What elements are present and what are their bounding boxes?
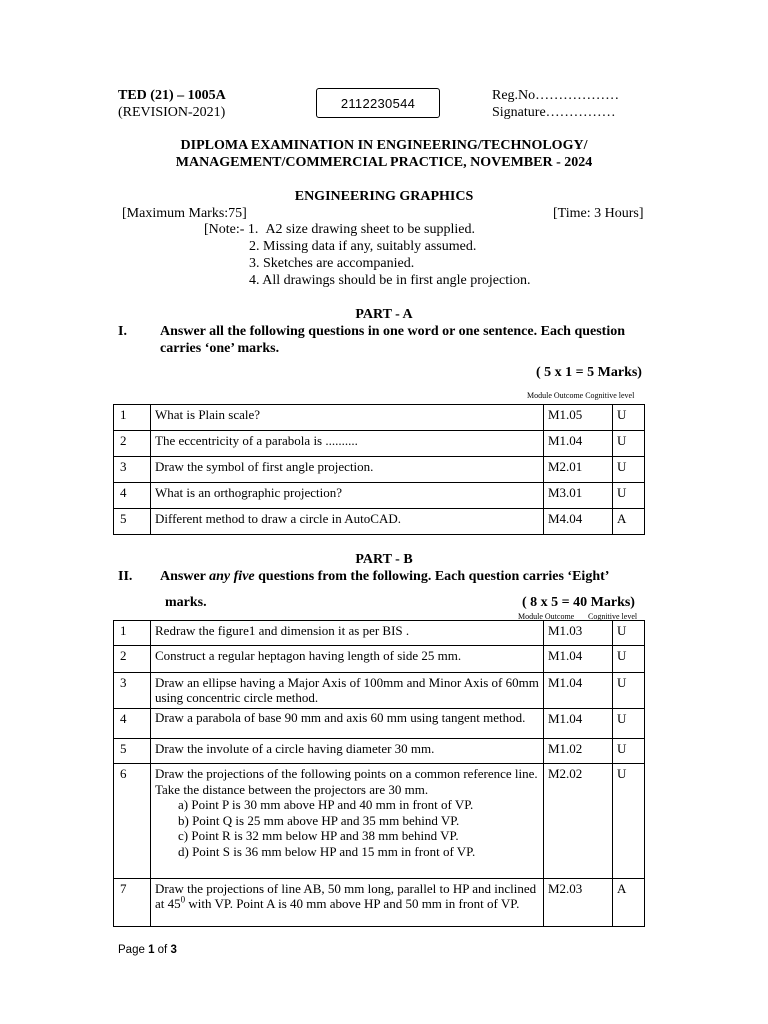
page-total: 3 xyxy=(170,944,177,956)
cognitive-level: U xyxy=(613,483,645,509)
part-a-marks: ( 5 x 1 = 5 Marks) xyxy=(536,365,642,380)
table-row xyxy=(114,509,645,535)
part-b-module-header: Module Outcome xyxy=(518,612,575,621)
question-text: What is an orthographic projection? xyxy=(151,483,544,509)
of-word: of xyxy=(154,944,171,956)
question-cell xyxy=(151,764,544,879)
question-text: Draw the projections of the following points on a common reference line. Take the distance between the projectors are 30 mm. xyxy=(155,766,538,797)
question-cell xyxy=(151,879,544,927)
signature-label: Signature…………… xyxy=(492,105,616,120)
table-row xyxy=(114,709,645,739)
module-outcome: M4.04 xyxy=(544,509,613,535)
module-outcome: M1.03 xyxy=(544,621,613,646)
note-1 xyxy=(204,222,475,238)
cognitive-level: U xyxy=(613,709,645,739)
cognitive-level: A xyxy=(613,509,645,535)
question-text: Draw the involute of a circle having diameter 30 mm. xyxy=(151,739,544,764)
question-text: Draw the symbol of first angle projection. xyxy=(151,457,544,483)
cognitive-level: U xyxy=(613,764,645,879)
instruction-italic: any five xyxy=(209,569,255,584)
exam-title-line1: DIPLOMA EXAMINATION IN ENGINEERING/TECHNOLOGY/ xyxy=(180,138,588,153)
note-1-text: A2 size drawing sheet to be supplied. xyxy=(265,222,475,237)
part-a-instruction-line2: carries ‘one’ marks. xyxy=(160,341,280,356)
table-row xyxy=(114,739,645,764)
question-text: Draw a parabola of base 90 mm and axis 60 mm using tangent method. xyxy=(151,709,544,739)
cognitive-level: U xyxy=(613,431,645,457)
part-a-table xyxy=(113,404,645,535)
module-outcome: M2.03 xyxy=(544,879,613,927)
part-a-instruction-line1: Answer all the following questions in one word or one sentence. Each question xyxy=(160,324,626,339)
max-marks: [Maximum Marks:75] xyxy=(122,206,247,221)
question-text: Construct a regular heptagon having length of side 25 mm. xyxy=(151,646,544,673)
cognitive-level: U xyxy=(613,646,645,673)
module-outcome: M1.04 xyxy=(544,673,613,709)
cognitive-level: U xyxy=(613,457,645,483)
module-outcome: M2.01 xyxy=(544,457,613,483)
cognitive-level: U xyxy=(613,621,645,646)
time-allowed: [Time: 3 Hours] xyxy=(553,206,644,221)
table-row xyxy=(114,879,645,927)
module-outcome: M1.04 xyxy=(544,431,613,457)
degree-superscript: 0 xyxy=(180,894,186,905)
cognitive-level: A xyxy=(613,879,645,927)
question-text: The eccentricity of a parabola is .......... xyxy=(151,431,544,457)
sub-question-a: a) Point P is 30 mm above HP and 40 mm in front of VP. xyxy=(178,797,474,812)
part-b-instruction-line1 xyxy=(160,569,609,585)
part-b-title: PART - B xyxy=(355,552,413,567)
question-text: Different method to draw a circle in AutoCAD. xyxy=(151,509,544,535)
part-a-title: PART - A xyxy=(355,307,413,322)
table-row xyxy=(114,621,645,646)
question-number: 4 xyxy=(114,709,151,739)
question-number: 2 xyxy=(114,431,151,457)
cognitive-level: U xyxy=(613,405,645,431)
part-a-column-header: Module Outcome Cognitive level xyxy=(527,391,635,400)
question-number: 3 xyxy=(114,457,151,483)
note-2: 2. Missing data if any, suitably assumed. xyxy=(249,239,477,254)
table-row xyxy=(114,646,645,673)
exam-code: TED (21) – 1005A xyxy=(118,88,226,103)
module-outcome: M2.02 xyxy=(544,764,613,879)
question-number: 1 xyxy=(114,621,151,646)
part-a-roman: I. xyxy=(118,324,127,339)
question-number: 3 xyxy=(114,673,151,709)
question-text: Draw an ellipse having a Major Axis of 100mm and Minor Axis of 60mm using concentric circle method. xyxy=(151,673,544,709)
page-number: 1 xyxy=(148,944,155,956)
question-text-b: with VP. Point A is 40 mm above HP and 50 mm in front of VP. xyxy=(185,896,520,911)
module-outcome: M1.04 xyxy=(544,646,613,673)
module-outcome: M1.04 xyxy=(544,709,613,739)
exam-title-line2: MANAGEMENT/COMMERCIAL PRACTICE, NOVEMBER - 2024 xyxy=(175,155,593,170)
cognitive-level: U xyxy=(613,739,645,764)
question-text-a: Draw the projections of line AB, 50 mm long, parallel to HP and inclined at 45 xyxy=(155,881,537,911)
note-prefix: [Note:- 1. xyxy=(204,222,259,237)
question-number: 1 xyxy=(114,405,151,431)
subject-title: ENGINEERING GRAPHICS xyxy=(294,189,474,204)
question-number: 5 xyxy=(114,739,151,764)
question-text: Redraw the figure1 and dimension it as per BIS . xyxy=(151,621,544,646)
instruction-post: questions from the following. Each question carries ‘Eight’ xyxy=(254,569,610,584)
revision: (REVISION-2021) xyxy=(118,105,226,120)
note-4: 4. All drawings should be in first angle projection. xyxy=(249,273,531,288)
register-number-box: 2112230544 xyxy=(316,88,440,118)
part-b-marks: ( 8 x 5 = 40 Marks) xyxy=(522,595,635,610)
cognitive-level: U xyxy=(613,673,645,709)
question-number: 4 xyxy=(114,483,151,509)
note-3: 3. Sketches are accompanied. xyxy=(249,256,415,271)
instruction-pre: Answer xyxy=(160,569,210,584)
sub-question-c: c) Point R is 32 mm below HP and 38 mm behind VP. xyxy=(178,828,459,843)
table-row xyxy=(114,483,645,509)
module-outcome: M1.02 xyxy=(544,739,613,764)
table-row xyxy=(114,405,645,431)
question-number: 2 xyxy=(114,646,151,673)
reg-no-label: Reg.No……………… xyxy=(492,88,620,103)
module-outcome: M1.05 xyxy=(544,405,613,431)
table-row xyxy=(114,457,645,483)
page-footer xyxy=(118,944,177,956)
question-number: 7 xyxy=(114,879,151,927)
table-row xyxy=(114,764,645,879)
question-number: 5 xyxy=(114,509,151,535)
part-b-instruction-line2: marks. xyxy=(165,595,207,610)
sub-question-b: b) Point Q is 25 mm above HP and 35 mm behind VP. xyxy=(178,812,460,828)
part-b-roman: II. xyxy=(118,569,133,584)
sub-question-d: d) Point S is 36 mm below HP and 15 mm in front of VP. xyxy=(178,843,476,859)
table-row xyxy=(114,673,645,709)
question-text: What is Plain scale? xyxy=(151,405,544,431)
question-number: 6 xyxy=(114,764,151,879)
table-row xyxy=(114,431,645,457)
part-b-level-header: Cognitive level xyxy=(588,612,638,621)
module-outcome: M3.01 xyxy=(544,483,613,509)
page-word: Page xyxy=(118,944,149,956)
part-b-table xyxy=(113,620,645,927)
